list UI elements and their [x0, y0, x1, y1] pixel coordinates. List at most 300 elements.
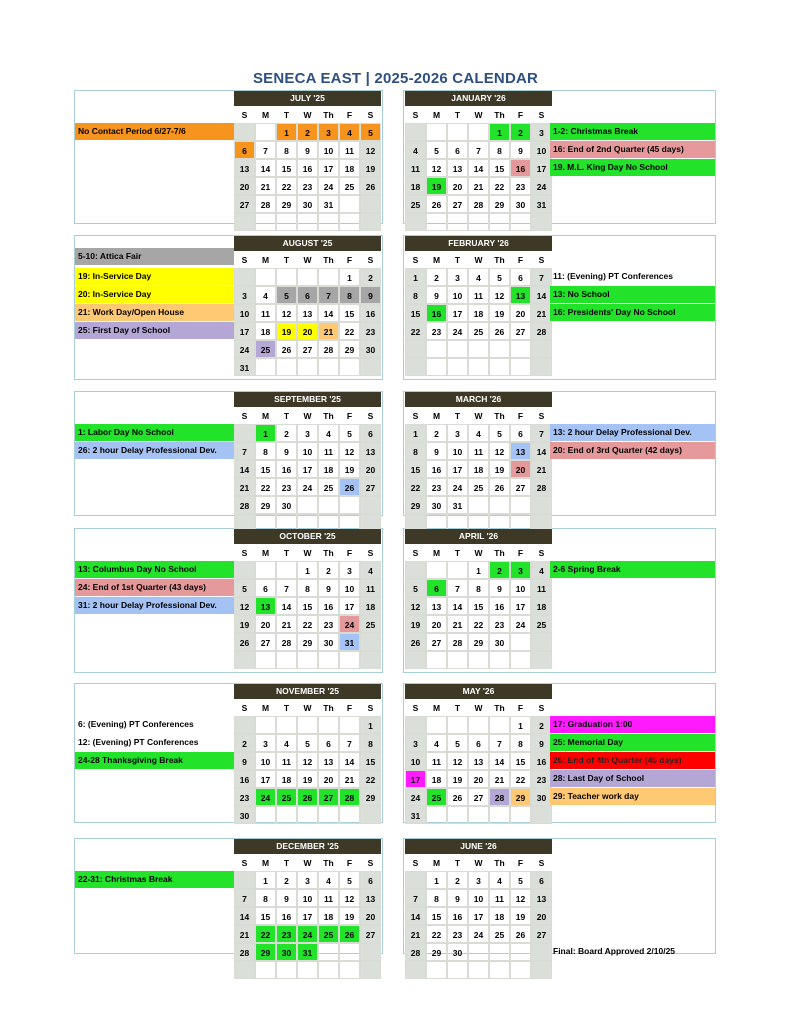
day-cell: 14 [405, 907, 426, 925]
day-cell: 25 [531, 615, 552, 633]
day-cell: 27 [510, 478, 531, 496]
event-note: 16: Presidents' Day No School [550, 304, 715, 321]
day-cell: 20 [297, 322, 318, 340]
weekday-label: T [283, 411, 290, 421]
day-cell: 8 [405, 286, 426, 304]
day-cell [426, 358, 447, 376]
day-cell: 23 [510, 177, 531, 195]
day-cell: 15 [405, 304, 426, 322]
day-cell: 19 [234, 615, 255, 633]
day-cell [318, 716, 339, 734]
day-cell: 17 [339, 597, 360, 615]
weekday-label: M [432, 255, 441, 265]
day-cell [297, 358, 318, 376]
day-cell: 10 [339, 579, 360, 597]
day-cell: 7 [468, 141, 489, 159]
day-cell: 18 [468, 460, 489, 478]
day-cell: 22 [405, 478, 426, 496]
event-note: 5-10: Attica Fair [75, 248, 234, 265]
weekday-label: S [538, 411, 545, 421]
day-cell: 30 [234, 806, 255, 824]
weekday-label: S [367, 110, 374, 120]
month-header: SEPTEMBER '25 [234, 392, 381, 407]
day-cell: 15 [339, 304, 360, 322]
day-cell: 20 [447, 177, 468, 195]
event-note: 6: (Evening) PT Conferences [78, 719, 194, 729]
day-cell [405, 123, 426, 141]
day-cell [297, 213, 318, 231]
day-cell [339, 961, 360, 979]
day-cell: 6 [426, 579, 447, 597]
day-cell: 14 [339, 752, 360, 770]
day-cell: 4 [318, 424, 339, 442]
event-note: 13: Columbus Day No School [75, 561, 234, 578]
day-cell: 6 [468, 734, 489, 752]
day-cell: 6 [360, 424, 381, 442]
day-cell: 6 [297, 286, 318, 304]
event-note: 13: No School [550, 286, 715, 303]
day-cell [468, 961, 489, 979]
day-cell: 15 [360, 752, 381, 770]
day-cell: 16 [276, 907, 297, 925]
day-cell [510, 340, 531, 358]
day-cell: 3 [531, 123, 552, 141]
day-cell: 22 [468, 615, 489, 633]
weekday-label: W [303, 110, 312, 120]
day-cell [339, 195, 360, 213]
day-cell [510, 651, 531, 669]
day-cell [447, 340, 468, 358]
day-cell [360, 496, 381, 514]
month-header: AUGUST '25 [234, 236, 381, 251]
day-cell: 28 [255, 195, 276, 213]
weekday-label: S [412, 255, 419, 265]
day-cell [510, 496, 531, 514]
weekday-label: S [241, 548, 248, 558]
weekday-label: S [367, 858, 374, 868]
weekday-label: F [517, 411, 524, 421]
day-cell [255, 268, 276, 286]
day-cell: 30 [360, 340, 381, 358]
day-cell: 31 [234, 358, 255, 376]
day-cell: 26 [489, 478, 510, 496]
day-cell: 13 [531, 889, 552, 907]
day-cell: 14 [318, 304, 339, 322]
day-cell: 13 [318, 752, 339, 770]
day-cell: 5 [234, 579, 255, 597]
event-note: 28: Last Day of School [550, 770, 715, 787]
day-cell: 26 [405, 633, 426, 651]
day-cell: 16 [426, 460, 447, 478]
day-cell: 10 [447, 442, 468, 460]
day-cell [276, 716, 297, 734]
event-note: 31: 2 hour Delay Professional Dev. [75, 597, 234, 614]
weekday-label: M [432, 411, 441, 421]
weekday-label: M [432, 110, 441, 120]
day-cell: 5 [339, 424, 360, 442]
day-cell: 12 [339, 442, 360, 460]
day-cell: 24 [297, 478, 318, 496]
day-cell: 30 [531, 788, 552, 806]
day-cell: 27 [426, 633, 447, 651]
day-cell [447, 358, 468, 376]
day-cell [255, 123, 276, 141]
day-cell: 4 [426, 734, 447, 752]
day-cell: 18 [405, 177, 426, 195]
day-cell: 7 [489, 734, 510, 752]
weekday-label: W [474, 255, 483, 265]
day-cell: 21 [339, 770, 360, 788]
day-cell [426, 651, 447, 669]
weekday-label: S [412, 548, 419, 558]
day-cell [447, 651, 468, 669]
day-cell: 2 [426, 268, 447, 286]
day-cell: 11 [276, 752, 297, 770]
day-cell [405, 213, 426, 231]
event-note: 13: 2 hour Delay Professional Dev. [550, 424, 715, 441]
day-cell [468, 651, 489, 669]
weekday-label: M [261, 548, 270, 558]
weekday-label: T [454, 255, 461, 265]
day-cell [531, 496, 552, 514]
event-note: 26: 2 hour Delay Professional Dev. [75, 442, 234, 459]
day-cell: 20 [426, 615, 447, 633]
day-cell: 22 [339, 322, 360, 340]
day-cell: 1 [489, 123, 510, 141]
day-cell [468, 340, 489, 358]
day-cell: 2 [276, 424, 297, 442]
day-cell [531, 358, 552, 376]
weekday-label: W [303, 255, 312, 265]
day-cell: 25 [426, 788, 447, 806]
month-header: JANUARY '26 [405, 91, 552, 106]
day-cell: 27 [510, 322, 531, 340]
day-cell: 27 [447, 195, 468, 213]
day-cell: 3 [255, 734, 276, 752]
weekday-label: S [241, 703, 248, 713]
day-cell: 18 [255, 322, 276, 340]
day-cell: 11 [360, 579, 381, 597]
event-note: 29: Teacher work day [550, 788, 715, 805]
day-cell: 8 [255, 889, 276, 907]
weekday-label: Th [494, 703, 505, 713]
month-header: DECEMBER '25 [234, 839, 381, 854]
day-cell: 26 [339, 925, 360, 943]
day-cell: 29 [510, 788, 531, 806]
day-cell [255, 358, 276, 376]
month-header: OCTOBER '25 [234, 529, 381, 544]
day-cell: 28 [531, 322, 552, 340]
day-cell: 24 [447, 478, 468, 496]
event-note: 25: Memorial Day [550, 734, 715, 751]
day-cell [297, 268, 318, 286]
day-cell [489, 651, 510, 669]
day-cell: 19 [339, 460, 360, 478]
day-cell: 14 [468, 159, 489, 177]
day-cell [447, 961, 468, 979]
day-cell [276, 961, 297, 979]
weekday-label: T [454, 703, 461, 713]
day-cell [360, 213, 381, 231]
day-cell: 10 [405, 752, 426, 770]
day-cell [276, 358, 297, 376]
day-cell: 8 [489, 141, 510, 159]
day-cell: 12 [489, 442, 510, 460]
day-cell: 26 [510, 925, 531, 943]
day-cell: 4 [468, 268, 489, 286]
day-cell: 17 [405, 770, 426, 788]
day-cell: 2 [234, 734, 255, 752]
day-cell: 3 [405, 734, 426, 752]
day-cell: 25 [360, 615, 381, 633]
day-cell: 15 [489, 159, 510, 177]
day-cell: 30 [510, 195, 531, 213]
day-cell: 19 [405, 615, 426, 633]
day-cell: 31 [405, 806, 426, 824]
day-cell: 8 [510, 734, 531, 752]
day-cell: 24 [318, 177, 339, 195]
day-cell: 29 [297, 633, 318, 651]
day-cell: 16 [447, 907, 468, 925]
day-cell: 17 [531, 159, 552, 177]
day-cell: 2 [447, 871, 468, 889]
day-cell: 27 [468, 788, 489, 806]
event-note: 21: Work Day/Open House [75, 304, 234, 321]
day-cell: 27 [297, 340, 318, 358]
day-cell [276, 651, 297, 669]
day-cell: 10 [255, 752, 276, 770]
day-cell: 21 [234, 478, 255, 496]
day-cell: 17 [234, 322, 255, 340]
day-cell: 7 [339, 734, 360, 752]
day-cell: 22 [255, 925, 276, 943]
day-cell: 7 [405, 889, 426, 907]
day-cell [234, 871, 255, 889]
day-cell: 30 [318, 633, 339, 651]
event-note: 19: In-Service Day [75, 268, 234, 285]
day-cell [426, 716, 447, 734]
day-cell [255, 651, 276, 669]
day-cell: 5 [297, 734, 318, 752]
day-cell [276, 806, 297, 824]
day-cell: 16 [426, 304, 447, 322]
month-header: MAY '26 [405, 684, 552, 699]
day-cell: 5 [489, 424, 510, 442]
day-cell [360, 806, 381, 824]
day-cell: 31 [447, 496, 468, 514]
day-cell [489, 340, 510, 358]
day-cell: 9 [297, 141, 318, 159]
day-cell: 11 [255, 304, 276, 322]
day-cell: 9 [318, 579, 339, 597]
weekday-label: W [474, 548, 483, 558]
day-cell: 8 [360, 734, 381, 752]
day-cell: 25 [468, 478, 489, 496]
day-cell [405, 340, 426, 358]
day-cell: 17 [510, 597, 531, 615]
day-cell [489, 496, 510, 514]
day-cell: 17 [297, 460, 318, 478]
day-cell: 18 [489, 907, 510, 925]
day-cell: 26 [489, 322, 510, 340]
day-cell: 18 [339, 159, 360, 177]
day-cell: 6 [510, 268, 531, 286]
day-cell: 14 [531, 442, 552, 460]
weekday-label: T [454, 110, 461, 120]
day-cell: 10 [510, 579, 531, 597]
event-note: 11: (Evening) PT Conferences [553, 271, 673, 281]
weekday-label: M [261, 411, 270, 421]
day-cell: 1 [510, 716, 531, 734]
weekday-label: W [474, 858, 483, 868]
day-cell: 28 [318, 340, 339, 358]
day-cell [276, 213, 297, 231]
day-cell [405, 358, 426, 376]
day-cell: 28 [468, 195, 489, 213]
day-cell [468, 806, 489, 824]
day-cell: 15 [468, 597, 489, 615]
day-cell: 4 [531, 561, 552, 579]
day-cell: 13 [447, 159, 468, 177]
day-cell: 1 [426, 871, 447, 889]
month-header: APRIL '26 [405, 529, 552, 544]
day-cell [405, 561, 426, 579]
day-cell: 4 [255, 286, 276, 304]
day-cell: 19 [360, 159, 381, 177]
day-cell [234, 961, 255, 979]
day-cell: 1 [405, 268, 426, 286]
day-cell: 21 [447, 615, 468, 633]
day-cell: 21 [489, 770, 510, 788]
day-cell: 8 [468, 579, 489, 597]
weekday-label: S [412, 110, 419, 120]
day-cell [489, 358, 510, 376]
day-cell: 26 [339, 478, 360, 496]
weekday-label: F [346, 110, 353, 120]
day-cell [255, 716, 276, 734]
day-cell: 19 [276, 322, 297, 340]
weekday-label: M [261, 255, 270, 265]
day-cell: 4 [489, 871, 510, 889]
day-cell [468, 123, 489, 141]
day-cell: 8 [255, 442, 276, 460]
day-cell: 11 [426, 752, 447, 770]
day-cell: 18 [318, 907, 339, 925]
day-cell [510, 213, 531, 231]
weekday-label: T [454, 411, 461, 421]
day-cell: 5 [339, 871, 360, 889]
day-cell: 29 [489, 195, 510, 213]
day-cell: 7 [255, 141, 276, 159]
day-cell: 30 [447, 943, 468, 961]
day-cell: 21 [531, 460, 552, 478]
day-cell: 23 [426, 478, 447, 496]
day-cell: 23 [426, 322, 447, 340]
day-cell: 15 [426, 907, 447, 925]
weekday-label: Th [494, 110, 505, 120]
day-cell: 1 [339, 268, 360, 286]
event-note: 17: Graduation 1:00 [550, 716, 715, 733]
day-cell: 9 [510, 141, 531, 159]
day-cell [510, 633, 531, 651]
day-cell [339, 496, 360, 514]
day-cell: 5 [360, 123, 381, 141]
day-cell [234, 424, 255, 442]
day-cell: 9 [426, 442, 447, 460]
day-cell: 12 [297, 752, 318, 770]
day-cell: 27 [360, 925, 381, 943]
weekday-label: Th [323, 703, 334, 713]
day-cell: 18 [468, 304, 489, 322]
day-cell: 14 [276, 597, 297, 615]
day-cell [531, 213, 552, 231]
day-cell: 23 [447, 925, 468, 943]
day-cell: 24 [255, 788, 276, 806]
day-cell: 6 [510, 424, 531, 442]
day-cell [234, 268, 255, 286]
weekday-label: Th [494, 255, 505, 265]
day-cell: 13 [297, 304, 318, 322]
event-note: Final: Board Approved 2/10/25 [553, 946, 676, 956]
day-cell [447, 716, 468, 734]
day-cell: 28 [339, 788, 360, 806]
day-cell: 2 [276, 871, 297, 889]
day-cell: 11 [531, 579, 552, 597]
day-cell: 17 [447, 460, 468, 478]
day-cell: 2 [360, 268, 381, 286]
day-cell: 13 [234, 159, 255, 177]
day-cell [339, 651, 360, 669]
day-cell: 30 [297, 195, 318, 213]
day-cell [468, 943, 489, 961]
weekday-label: W [474, 703, 483, 713]
day-cell: 10 [447, 286, 468, 304]
day-cell: 12 [234, 597, 255, 615]
day-cell: 4 [339, 123, 360, 141]
day-cell: 8 [276, 141, 297, 159]
weekday-label: F [346, 858, 353, 868]
day-cell [510, 806, 531, 824]
day-cell: 1 [468, 561, 489, 579]
day-cell: 22 [255, 478, 276, 496]
event-note: 20: In-Service Day [75, 286, 234, 303]
day-cell: 21 [468, 177, 489, 195]
day-cell: 9 [531, 734, 552, 752]
day-cell: 19 [297, 770, 318, 788]
day-cell [468, 716, 489, 734]
weekday-label: S [241, 255, 248, 265]
weekday-label: F [517, 858, 524, 868]
day-cell: 27 [360, 478, 381, 496]
weekday-label: F [517, 255, 524, 265]
day-cell: 10 [234, 304, 255, 322]
page-title: SENECA EAST | 2025-2026 CALENDAR [252, 70, 539, 87]
day-cell: 12 [447, 752, 468, 770]
day-cell: 13 [360, 889, 381, 907]
weekday-label: S [538, 255, 545, 265]
weekday-label: S [241, 858, 248, 868]
day-cell [276, 561, 297, 579]
day-cell [360, 943, 381, 961]
day-cell: 26 [360, 177, 381, 195]
day-cell: 7 [234, 442, 255, 460]
day-cell: 8 [339, 286, 360, 304]
day-cell: 28 [405, 943, 426, 961]
day-cell: 31 [339, 633, 360, 651]
day-cell [318, 806, 339, 824]
day-cell: 21 [405, 925, 426, 943]
day-cell: 1 [297, 561, 318, 579]
